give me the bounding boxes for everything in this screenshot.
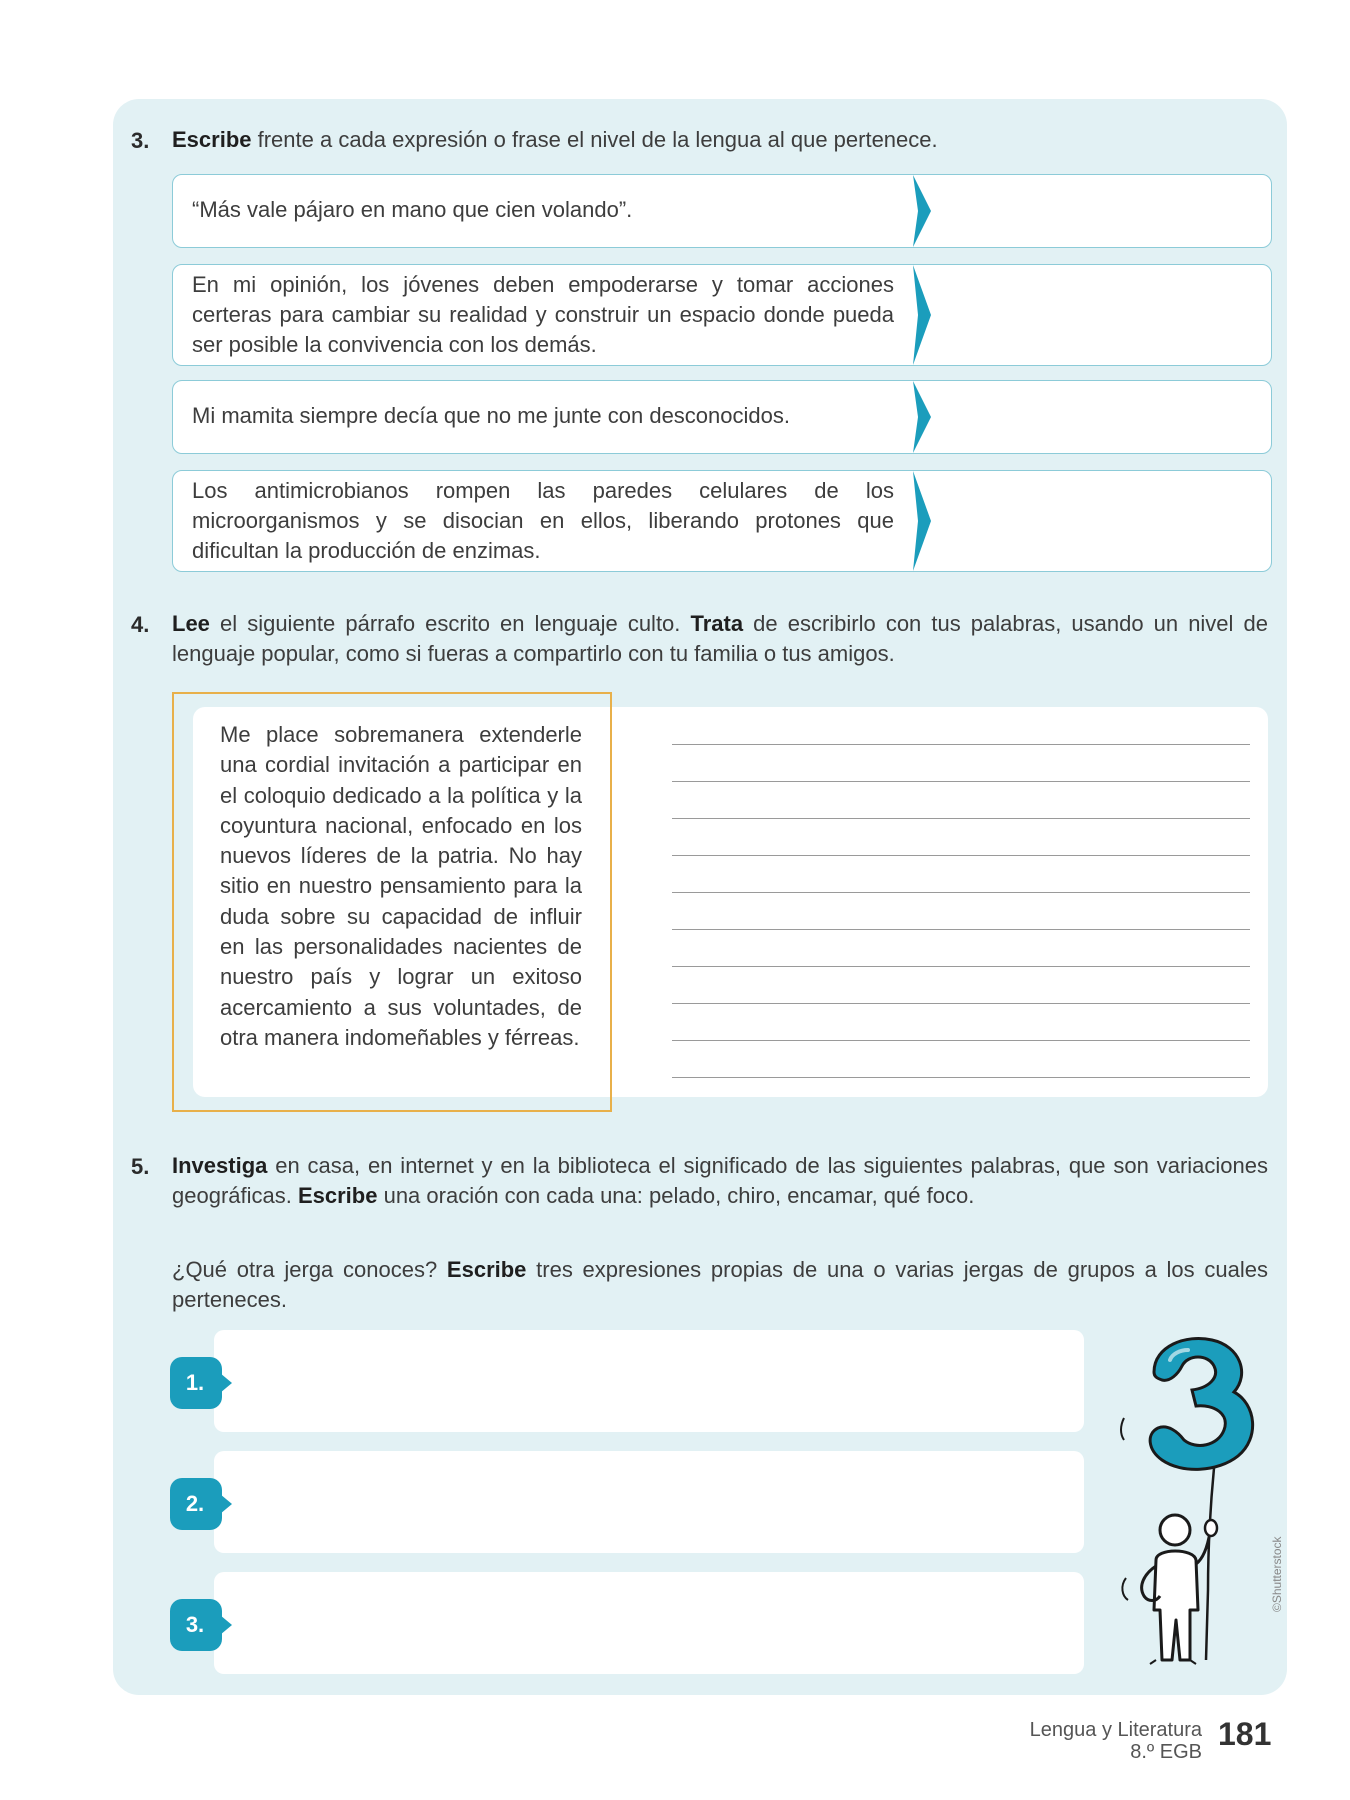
writing-line[interactable] [672,1003,1250,1004]
q3-expression-2: En mi opinión, los jóvenes deben empoderarse y tomar acciones certeras para cambiar su realidad y construir un espacio donde pueda ser posible la convivencia con los demás. [192,272,894,357]
writing-line[interactable] [672,966,1250,967]
q4-formal-paragraph: Me place sobremanera extenderle una cordial invitación a participar en el coloquio dedicado a la política y la coyuntura nacional, enfocado en los nuevos líderes de la patria. No hay sitio en nuestro pensamiento para la duda sobre su capacidad de influir en las personalidades nacientes de nuestro país y lograr un exitoso acercamiento a sus voluntades, de otra manera indomeñables y férreas. [220,722,582,1050]
answer-box-2[interactable] [214,1451,1084,1553]
q3-expression-1: “Más vale pájaro en mano que cien volando”. [192,197,633,222]
answer-box-1[interactable] [214,1330,1084,1432]
number-three-balloon-icon [1121,1338,1253,1469]
q3-expression-box-2[interactable] [172,264,1272,366]
q5-jerga-instruction: ¿Qué otra jerga conoces? Escribe tres expresiones propias de una o varias jergas de grupos a los cuales perteneces. [172,1257,1268,1312]
person-holding-balloon-icon [1110,1330,1270,1670]
writing-line[interactable] [672,1077,1250,1078]
chevron-right-icon [913,381,933,453]
writing-line[interactable] [672,781,1250,782]
footer-grade: 8.º EGB [1130,1741,1202,1763]
q4-instruction: Lee el siguiente párrafo escrito en lenguaje culto. Trata de escribirlo con tus palabras, usando un nivel de lenguaje popular, como si fueras a compartirlo con tu familia o tus amigos. [172,611,1268,666]
image-credit: ©Shutterstock [1270,1536,1284,1612]
q5-instruction: Investiga en casa, en internet y en la biblioteca el significado de las siguientes palabras, que son variaciones geográficas. Escribe una oración con cada una: pelado, chiro, encamar, qué foco. [172,1153,1268,1208]
footer-subject [1030,1719,1202,1763]
q4-number: 4. [131,612,150,637]
writing-line[interactable] [672,818,1250,819]
writing-line[interactable] [672,744,1250,745]
chevron-right-icon [913,265,933,365]
writing-line[interactable] [672,892,1250,893]
answer-badge-1: 1. [170,1357,232,1409]
writing-line[interactable] [672,1040,1250,1041]
writing-line[interactable] [672,855,1250,856]
q3-expression-box-3[interactable] [172,380,1272,454]
q3-expression-4: Los antimicrobianos rompen las paredes celulares de los microorganismos y se disocian en ellos, liberando protones que dificultan la producción de enzimas. [192,478,894,563]
q3-expression-box-4[interactable] [172,470,1272,572]
answer-box-3[interactable] [214,1572,1084,1674]
footer-subject-name: Lengua y Literatura [1029,1719,1202,1741]
q3-expression-box-1[interactable] [172,174,1272,248]
chevron-right-icon [913,175,933,247]
q3-number: 3. [131,128,150,153]
chevron-right-icon [913,471,933,571]
q3-expression-3: Mi mamita siempre decía que no me junte con desconocidos. [192,403,790,428]
page-number: 181 [1218,1716,1272,1752]
q3-instruction: Escribe frente a cada expresión o frase el nivel de la lengua al que pertenece. [172,127,938,152]
q5-number: 5. [131,1154,150,1179]
answer-badge-3: 3. [170,1599,232,1651]
writing-line[interactable] [672,929,1250,930]
answer-badge-2: 2. [170,1478,232,1530]
